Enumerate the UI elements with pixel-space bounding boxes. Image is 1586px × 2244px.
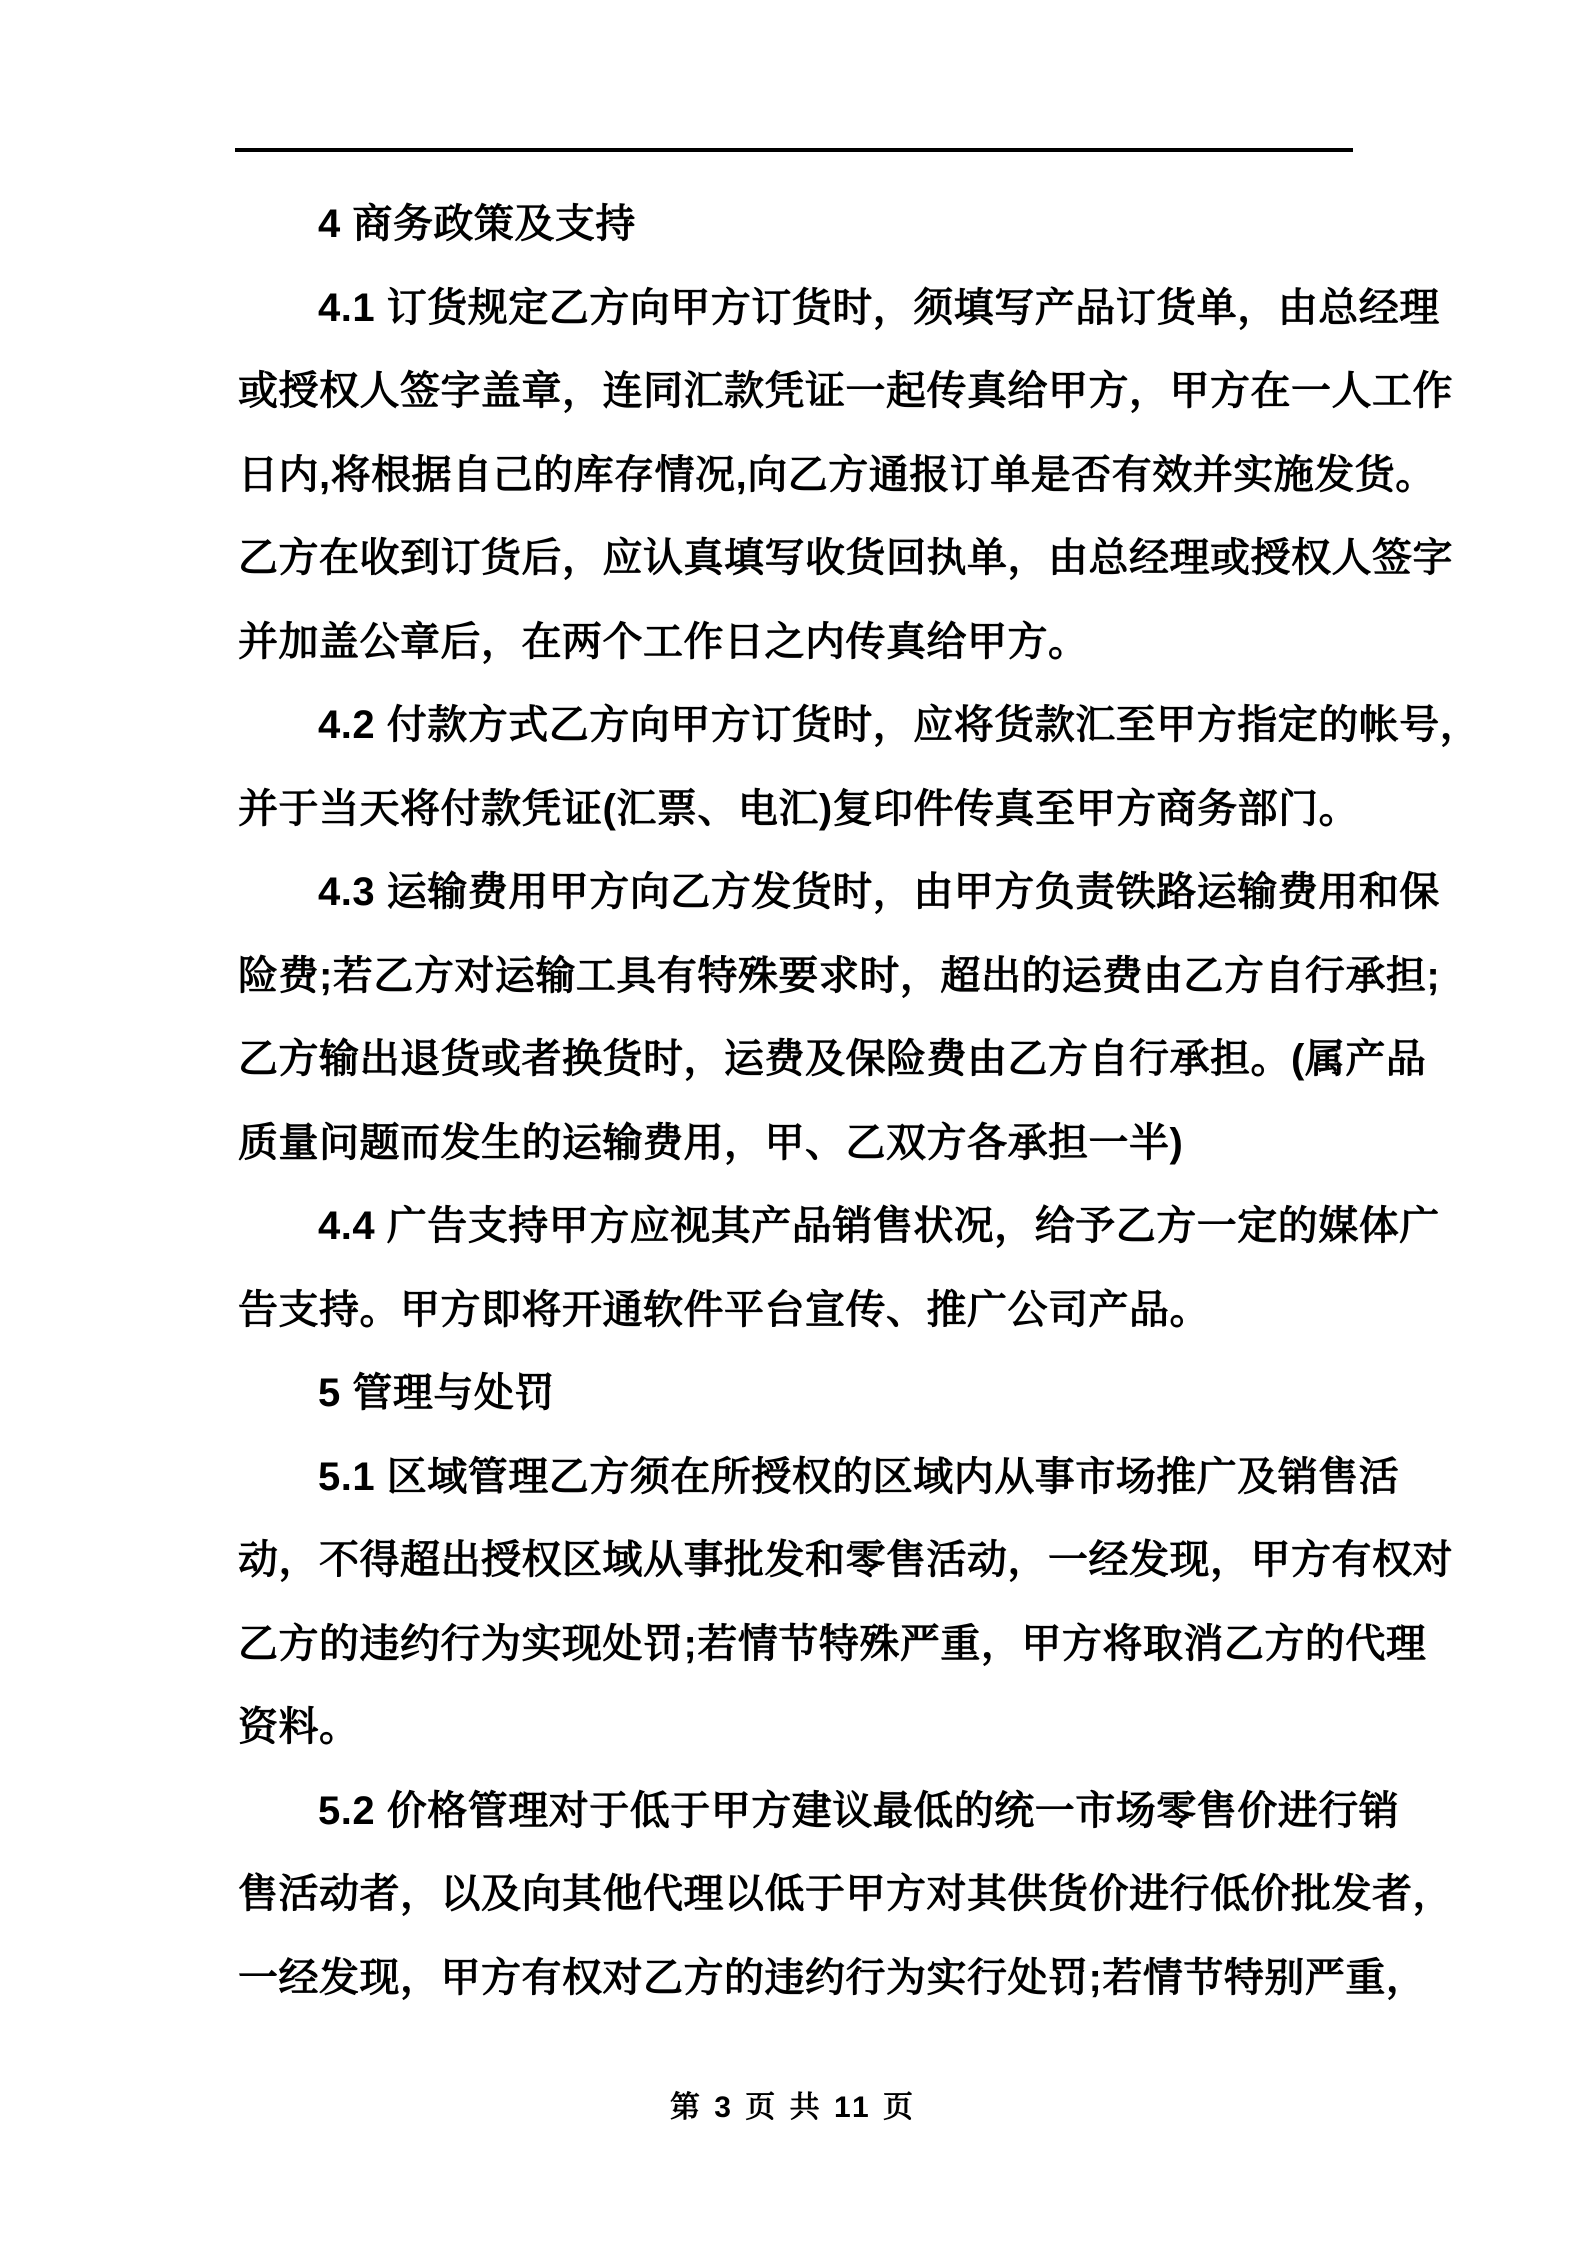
document-body bbox=[238, 183, 1481, 2020]
text-line: 乙方在收到订货后，应认真填写收货回执单，由总经理或授权人签字 bbox=[238, 536, 1453, 580]
text-line: 并加盖公章后，在两个工作日之内传真给甲方。 bbox=[238, 619, 1089, 664]
text-line: 告支持。甲方即将开通软件平台宣传、推广公司产品。 bbox=[238, 1287, 1210, 1332]
text-line: 乙方的违约行为实现处罚;若情节特殊严重，甲方将取消乙方的代理 bbox=[238, 1621, 1427, 1666]
text-line: 资料。 bbox=[238, 1705, 360, 1749]
clause-4-3: 4.3 运输费用甲方向乙方发货时，由甲方负责铁路运输费用和保 bbox=[318, 870, 1440, 914]
text-line: 险费;若乙方对运输工具有特殊要求时，超出的运费由乙方自行承担; bbox=[238, 953, 1441, 998]
text-line: 日内,将根据自己的库存情况,向乙方通报订单是否有效并实施发货。 bbox=[238, 452, 1436, 497]
text-line: 售活动者，以及向其他代理以低于甲方对其供货价进行低价批发者， bbox=[238, 1872, 1453, 1916]
text-line: 一经发现，甲方有权对乙方的违约行为实行处罚;若情节特别严重， bbox=[238, 1955, 1427, 2000]
page-footer bbox=[0, 2082, 1586, 2126]
text-line: 并于当天将付款凭证(汇票、电汇)复印件传真至甲方商务部门。 bbox=[238, 786, 1360, 831]
section-heading-4: 4 商务政策及支持 bbox=[318, 202, 636, 246]
clause-5-1: 5.1 区域管理乙方须在所授权的区域内从事市场推广及销售活 bbox=[318, 1454, 1400, 1499]
clause-4-4: 4.4 广告支持甲方应视其产品销售状况，给予乙方一定的媒体广 bbox=[318, 1204, 1440, 1248]
text-line: 乙方输出退货或者换货时，运费及保险费由乙方自行承担。(属产品 bbox=[238, 1037, 1427, 1081]
clause-4-1: 4.1 订货规定乙方向甲方订货时，须填写产品订货单，由总经理 bbox=[318, 285, 1440, 330]
text-line: 或授权人签字盖章，连同汇款凭证一起传真给甲方，甲方在一人工作 bbox=[238, 369, 1453, 413]
section-heading-5: 5 管理与处罚 bbox=[318, 1371, 555, 1415]
text-line: 质量问题而发生的运输费用，甲、乙双方各承担一半) bbox=[238, 1120, 1184, 1165]
page-indicator: 第 3 页 共 11 页 bbox=[669, 2091, 917, 2124]
clause-5-2: 5.2 价格管理对于低于甲方建议最低的统一市场零售价进行销 bbox=[318, 1788, 1400, 1833]
header-rule bbox=[235, 148, 1353, 152]
clause-4-2: 4.2 付款方式乙方向甲方订货时，应将货款汇至甲方指定的帐号， bbox=[318, 703, 1481, 747]
text-line: 动，不得超出授权区域从事批发和零售活动，一经发现，甲方有权对 bbox=[238, 1538, 1453, 1582]
